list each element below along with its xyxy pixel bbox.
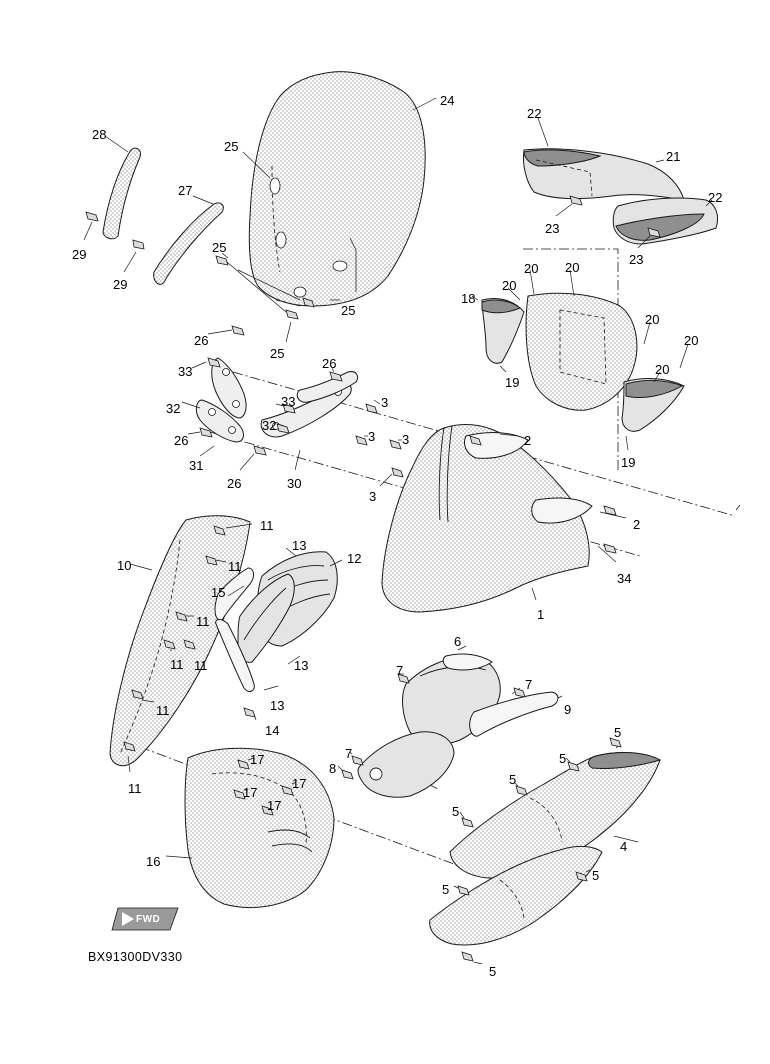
callout-5: 5 xyxy=(489,964,497,979)
callout-34: 34 xyxy=(617,571,632,586)
part-1-front-fender xyxy=(382,425,592,612)
callout-13: 13 xyxy=(292,538,307,553)
bolt-29b xyxy=(124,240,144,272)
part-28-strip xyxy=(103,148,140,239)
callout-30: 30 xyxy=(287,476,302,491)
callout-17: 17 xyxy=(267,798,282,813)
part-24-windscreen xyxy=(249,72,425,306)
callout-5: 5 xyxy=(509,772,517,787)
bolt-14 xyxy=(244,708,256,720)
callout-5: 5 xyxy=(442,882,450,897)
callout-20: 20 xyxy=(645,312,660,327)
callout-23: 23 xyxy=(545,221,560,236)
callout-33: 33 xyxy=(178,364,193,379)
callout-5: 5 xyxy=(614,725,622,740)
callout-11: 11 xyxy=(170,657,184,672)
callout-7: 7 xyxy=(345,746,353,761)
callout-25: 25 xyxy=(212,240,227,255)
callout-25: 25 xyxy=(341,303,356,318)
callout-31: 31 xyxy=(189,458,204,473)
callout-27: 27 xyxy=(178,183,193,198)
part-20-panel xyxy=(526,293,637,410)
callout-19: 19 xyxy=(505,375,520,390)
callout-6: 6 xyxy=(454,634,462,649)
callout-21: 21 xyxy=(666,149,681,164)
callout-17: 17 xyxy=(243,785,258,800)
callout-29: 29 xyxy=(72,247,87,262)
callout-25: 25 xyxy=(224,139,239,154)
callout-25: 25 xyxy=(270,346,285,361)
callout-3: 3 xyxy=(381,395,389,410)
callout-20: 20 xyxy=(655,362,670,377)
callout-5: 5 xyxy=(592,868,600,883)
part-16-lower-cowl xyxy=(185,748,337,907)
callout-11: 11 xyxy=(156,703,170,718)
fwd-text: FWD xyxy=(136,914,161,925)
callout-4: 4 xyxy=(620,839,628,854)
callout-20: 20 xyxy=(524,261,539,276)
callout-20: 20 xyxy=(502,278,517,293)
fwd-label xyxy=(112,905,182,937)
callout-26: 26 xyxy=(194,333,209,348)
diagram-code: BX91300DV330 xyxy=(88,950,183,964)
callout-2: 2 xyxy=(524,433,532,448)
part-21b-trim xyxy=(613,198,717,244)
callout-17: 17 xyxy=(250,752,265,767)
callout-14: 14 xyxy=(265,723,280,738)
callout-28: 28 xyxy=(92,127,107,142)
callout-22: 22 xyxy=(708,190,723,205)
bolt-29a xyxy=(84,212,98,240)
callout-8: 8 xyxy=(329,761,337,776)
callout-15: 15 xyxy=(211,585,226,600)
callout-18: 18 xyxy=(461,291,476,306)
callout-11: 11 xyxy=(194,658,208,673)
callout-17: 17 xyxy=(292,776,307,791)
callout-23: 23 xyxy=(629,252,644,267)
callout-32: 32 xyxy=(262,418,277,433)
callout-13: 13 xyxy=(270,698,285,713)
callout-12: 12 xyxy=(347,551,362,566)
callout-19: 19 xyxy=(621,455,636,470)
callout-2: 2 xyxy=(633,517,641,532)
callout-3: 3 xyxy=(369,489,377,504)
bolts-3 xyxy=(356,400,403,486)
callout-7: 7 xyxy=(525,677,533,692)
callout-26: 26 xyxy=(174,433,189,448)
callout-13: 13 xyxy=(294,658,309,673)
callout-11: 11 xyxy=(260,518,274,533)
callout-10: 10 xyxy=(117,558,132,573)
part-21-trim xyxy=(523,149,684,200)
callout-29: 29 xyxy=(113,277,128,292)
callout-7: 7 xyxy=(396,663,404,678)
callout-11: 11 xyxy=(128,781,142,796)
callout-26: 26 xyxy=(227,476,242,491)
callout-5: 5 xyxy=(559,751,567,766)
callout-24: 24 xyxy=(440,93,455,108)
callout-22: 22 xyxy=(527,106,542,121)
callout-20: 20 xyxy=(684,333,699,348)
callout-26: 26 xyxy=(322,356,337,371)
part-19-right xyxy=(622,379,684,432)
part-6b-lower xyxy=(358,732,454,798)
callout-1: 1 xyxy=(537,607,545,622)
callout-3: 3 xyxy=(368,429,376,444)
callout-11: 11 xyxy=(196,614,210,629)
callout-32: 32 xyxy=(166,401,181,416)
callout-16: 16 xyxy=(146,854,161,869)
callout-3: 3 xyxy=(402,432,410,447)
callout-11: 11 xyxy=(228,559,242,574)
callout-20: 20 xyxy=(565,260,580,275)
part-19-left xyxy=(482,299,524,364)
callout-33: 33 xyxy=(281,394,296,409)
callout-9: 9 xyxy=(564,702,572,717)
callout-5: 5 xyxy=(452,804,460,819)
